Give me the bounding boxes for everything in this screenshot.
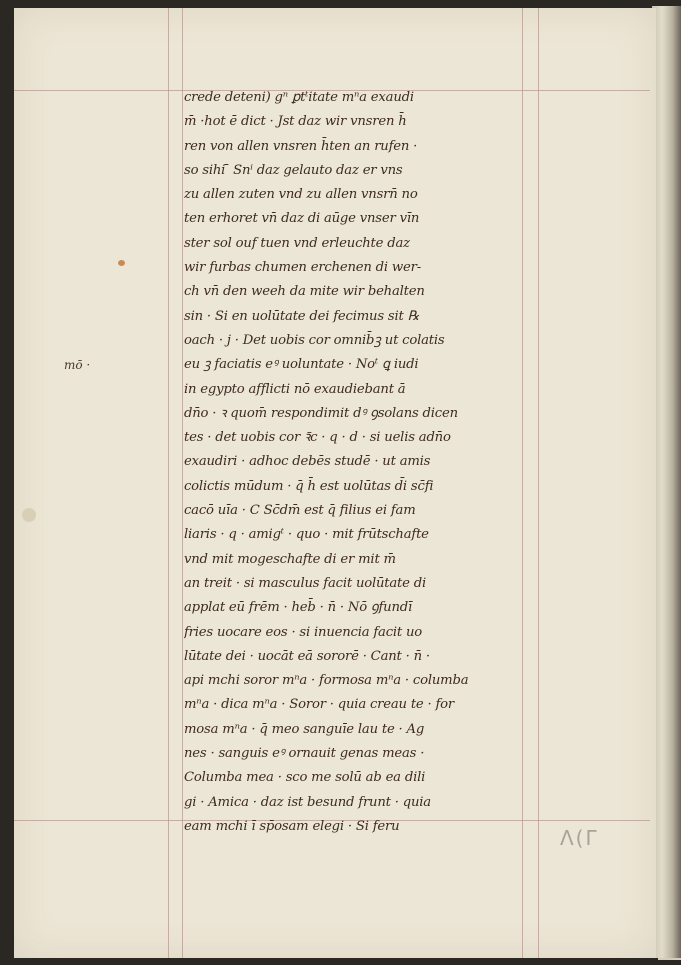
text-line: wir furbas chumen erchenen di wer- [184,260,421,276]
text-line: Columba mea · sco me solū ab ea dili [184,770,426,786]
text-line: colictis mūdum · q̄ h̄ est uolūtas d̄i sc̄fi [184,478,434,494]
text-line: fries uocare eos · si inuencia facit uo [184,624,423,640]
text-line: ren von allen vnsren h̄ten an rufen · [184,138,418,154]
text-line: eam mchi ī sp̄osam elegi · Si feru [184,818,400,834]
text-line: mosa mⁿa · q̄ meo sanguīe lau te · Ag [184,721,425,737]
text-line: oach · j · Det uobis cor omnib̄ꝫ ut colatis [184,332,445,348]
corner-mark: Λ(Γ [560,826,599,850]
text-line: gi · Amica · daz ist besund frunt · quia [184,794,431,810]
ink-stain [118,260,125,266]
text-line: liaris · q · amigᵗ · quo · mit frūtschafte [184,527,429,543]
text-line: ster sol ouf tuen vnd erleuchte daz [184,235,410,251]
text-line: exaudiri · adhoc debēs studē · ut amis [184,454,431,470]
text-line: nes · sanguis eꝰ ornauit genas meas · [184,746,425,762]
ink-stain [22,508,36,522]
text-line: in egypto afflicti nō exaudiebant ā [184,381,406,397]
text-line: m̄ ·hot ē dict · Jst daz wir vnsren h̄ [184,114,407,130]
text-line: tes · det uobis cor ꝛ̄c · q · d · si uelis adn̄o [184,430,451,446]
text-line: an treit · si masculus facit uolūtate di [184,575,427,591]
ruling-line-right-outer [538,8,539,958]
text-line: cacō uīa · C Sc̄dm̄ est q̄ filius ei fam [184,503,416,519]
ruling-line-left-outer [168,8,169,958]
text-line: sin · Si en uolūtate dei fecimus sit ℞ [184,308,420,324]
text-line: ten erhoret vn̄ daz di aūge vnser vīn [184,211,420,227]
text-line: ch vn̄ den weeh da mite wir behalten [184,284,425,300]
text-line: api mchi soror mⁿa · formosa mⁿa · columba [184,673,469,689]
text-line: mⁿa · dica mⁿa · Soror · quia creau te · for [184,697,455,713]
ruling-line-left-inner [182,8,183,958]
text-line: lūtate dei · uocāt eā sororē · Cant · n̄ · [184,648,430,664]
margin-note: mō · [64,358,91,372]
text-line: vnd mit mogeschafte di er mit m̄ [184,551,396,567]
text-line: applat eū frēm · heb̄ · n̄ · Nō ꝯfundī [184,600,412,616]
text-line: zu allen zuten vnd zu allen vnsrn̄ no [184,187,418,203]
book-fore-edge [652,6,681,958]
text-line: dn̄o · ꝛ quom̄ respondimit dꝰ ꝯsolans dicen [184,405,458,421]
text-line: crede deteni) gⁿ ꝑtᵗitate mⁿa exaudi [184,90,414,105]
text-line: eu ꝫ faciatis eꝰ uoluntate · Noᵗ ꝗ iudi [184,357,419,373]
text-line: so sihi ̄ Snⁱ daz gelauto daz er vns [184,162,403,178]
text-column [184,86,526,839]
